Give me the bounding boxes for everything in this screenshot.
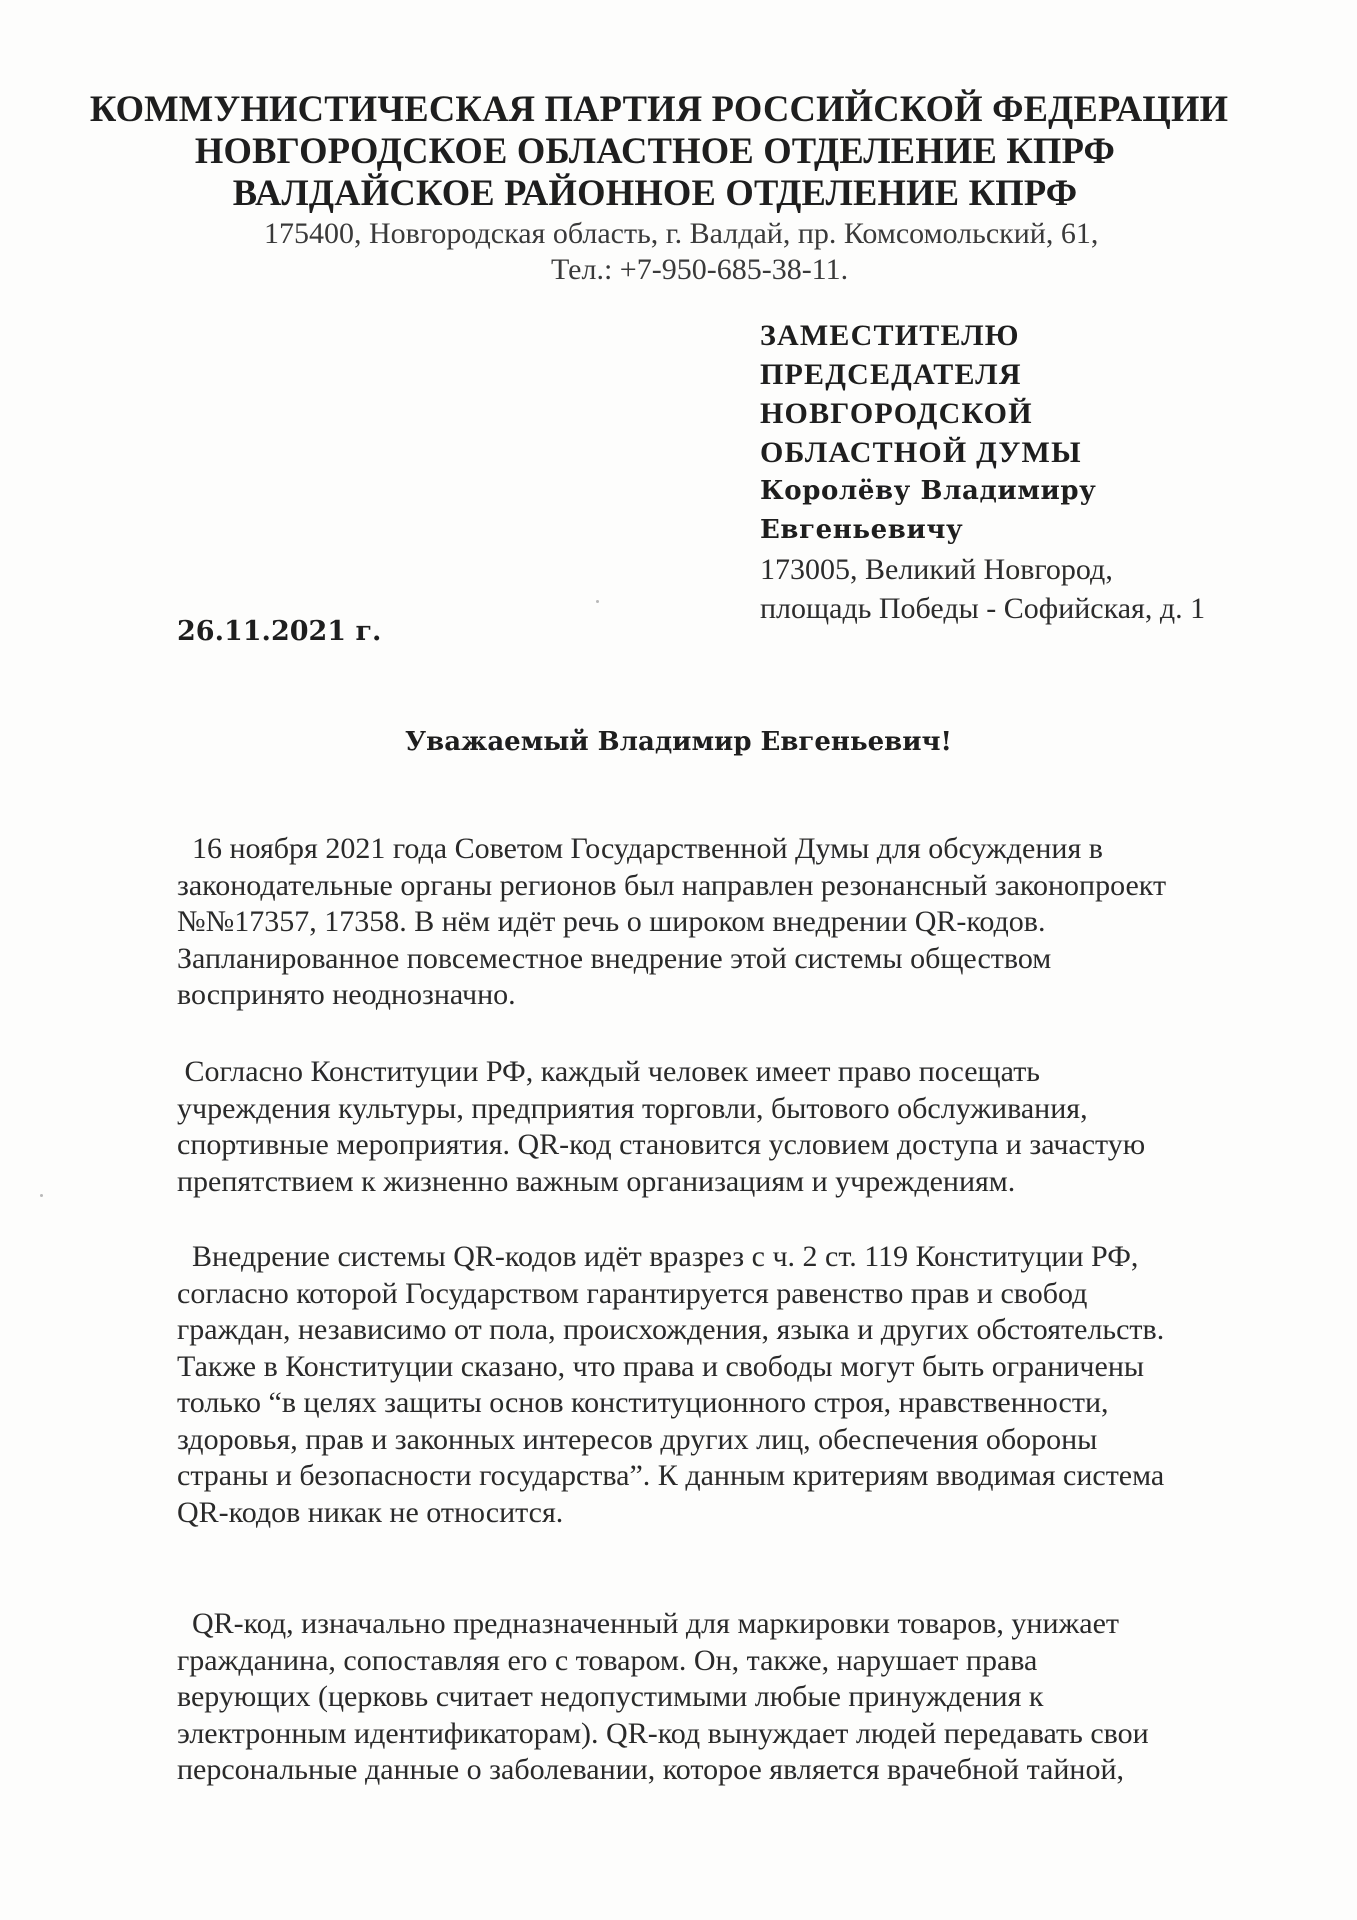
paragraph-3 [177,1239,1237,1531]
addressee-address-line-1: 173005, Великий Новгород, [760,553,1113,586]
paragraph-4 [177,1606,1237,1789]
paragraph-line: Также в Конституции сказано, что права и свободы могут быть ограничены [177,1349,1145,1383]
paragraph-line: верующих (церковь считает недопустимыми любые принуждения к [177,1680,1044,1713]
paragraph-line: страны и безопасности государства”. К данным критериям вводимая система [177,1459,1165,1492]
paragraph-line: законодательные органы регионов был направлен резонансный законопроект [177,868,1167,902]
letterhead-address: 175400, Новгородская область, г. Валдай, пр. Комсомольский, 61, [264,217,1099,250]
addressee-title-line-4: ОБЛАСТНОЙ ДУМЫ [760,436,1082,469]
paragraph-line: гражданина, сопоставляя его с товаром. Он, также, нарушает права [177,1643,1038,1677]
paragraph-line: №№17357, 17358. В нём идёт речь о широком внедрении QR-кодов. [177,905,1046,938]
paragraph-line: спортивные мероприятия. QR-код становится условием доступа и зачастую [177,1128,1146,1161]
paragraph-line: здоровья, прав и законных интересов других лиц, обеспечения обороны [177,1422,1098,1456]
letterhead-district-branch: ВАЛДАЙСКОЕ РАЙОННОЕ ОТДЕЛЕНИЕ КПРФ [232,172,1078,213]
paragraph-line: электронным идентификаторам). QR-код вынуждает людей передавать свои [177,1716,1149,1750]
letterhead-regional-branch: НОВГОРОДСКОЕ ОБЛАСТНОЕ ОТДЕЛЕНИЕ КПРФ [194,130,1116,171]
letterhead [0,88,1310,214]
paragraph-line: Запланированное повсеместное внедрение этой системы обществом [177,941,1052,975]
salutation: Уважаемый Владимир Евгеньевич! [405,727,952,757]
paragraph-line: Внедрение системы QR-кодов идёт вразрез с ч. 2 ст. 119 Конституции РФ, [177,1240,1139,1273]
addressee-name-line-1: Королёву Владимиру [760,476,1097,506]
paragraph-line: согласно которой Государством гарантируется равенство прав и свобод [177,1276,1088,1310]
scan-speck [596,600,599,603]
addressee-name-line-2: Евгеньевичу [760,515,964,545]
scan-speck [40,1194,43,1197]
paragraph-line: QR-код, изначально предназначенный для маркировки товаров, унижает [177,1607,1120,1640]
paragraph-line: препятствием к жизненно важным организациям и учреждениям. [177,1164,1016,1198]
paragraph-1 [177,831,1237,1014]
addressee-block [760,316,1320,628]
letterhead-party-name: КОММУНИСТИЧЕСКАЯ ПАРТИЯ РОССИЙСКОЙ ФЕДЕРАЦИИ [89,88,1229,129]
addressee-title-line-2: ПРЕДСЕДАТЕЛЯ [760,358,1022,391]
addressee-title-line-1: ЗАМЕСТИТЕЛЮ [760,319,1020,352]
paragraph-line: учреждения культуры, предприятия торговли, бытового обслуживания, [177,1091,1088,1125]
letterhead-phone: Тел.: +7-950-685-38-11. [551,253,849,286]
paragraph-line: персональные данные о заболевании, которое является врачебной тайной, [177,1753,1125,1786]
paragraph-line: 16 ноября 2021 года Советом Государственной Думы для обсуждения в [177,832,1103,865]
paragraph-line: Согласно Конституции РФ, каждый человек имеет право посещать [177,1055,1040,1088]
addressee-title-line-3: НОВГОРОДСКОЙ [760,397,1033,430]
addressee-address-line-2: площадь Победы - Софийская, д. 1 [760,592,1206,625]
paragraph-line: граждан, независимо от пола, происхождения, языка и других обстоятельств. [177,1313,1165,1346]
paragraph-line: только “в целях защиты основ конституционного строя, нравственности, [177,1386,1109,1419]
letter-date: 26.11.2021 г. [177,616,382,647]
paragraph-2 [177,1054,1237,1200]
paragraph-line: QR-кодов никак не относится. [177,1495,564,1529]
paragraph-line: воспринято неоднозначно. [177,978,516,1011]
